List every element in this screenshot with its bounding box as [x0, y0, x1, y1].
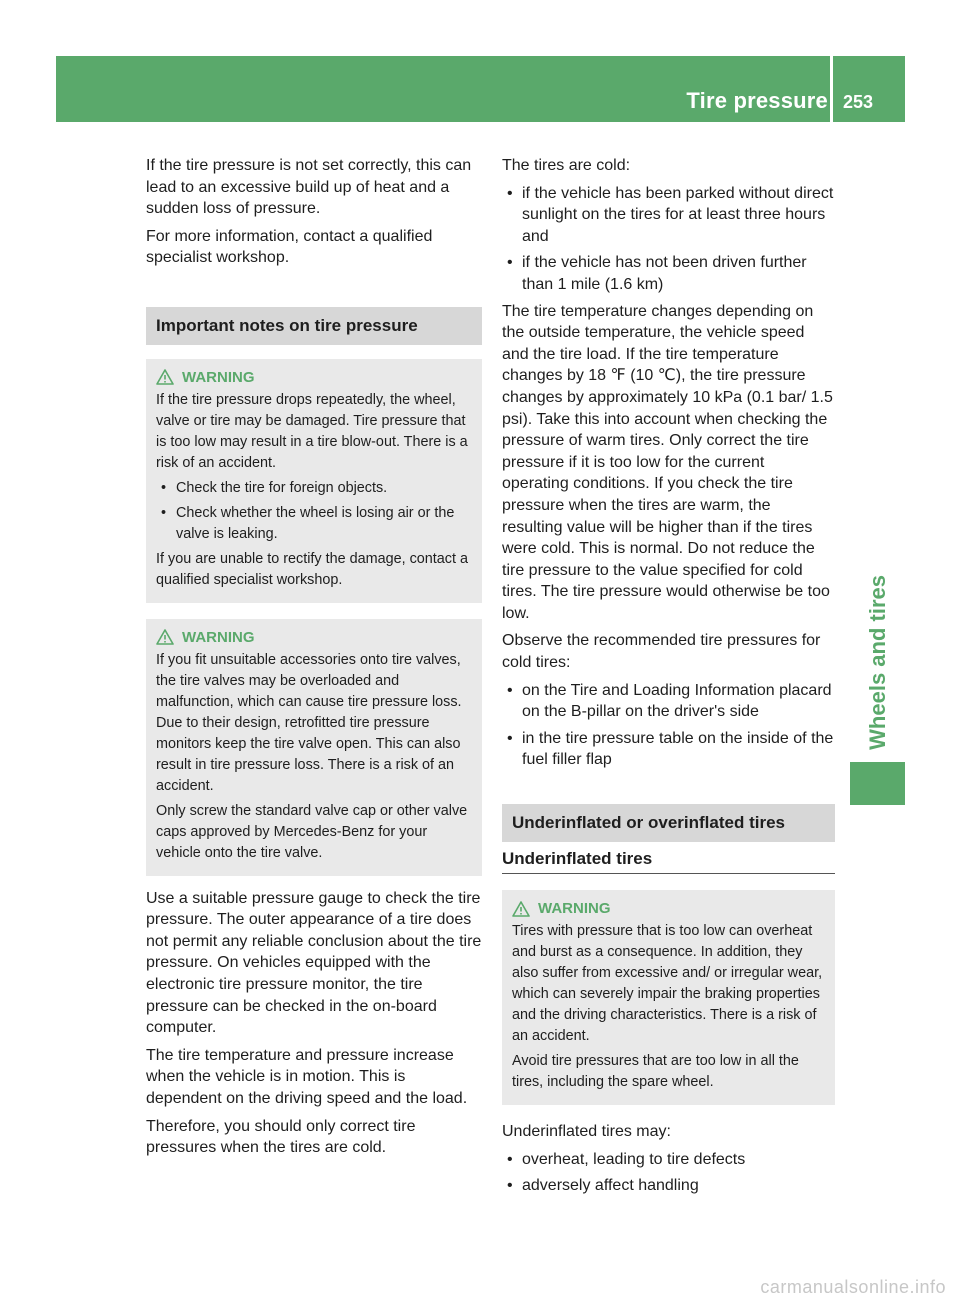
header-divider — [830, 56, 833, 122]
warning-bullet: • Check whether the wheel is losing air or the valve is leaking. — [161, 503, 472, 545]
warning-text: Avoid tire pressures that are too low in all the tires, including the spare wheel. — [512, 1053, 799, 1091]
body-paragraph: Underinflated tires may: — [502, 1123, 671, 1141]
body-paragraph: Use a suitable pressure gauge to check the tire pressure. The outer appearance of a tire does not permit any reliable conclusion about the tire pressure. On vehicles equipped with the electronic tire pressure monitor, the tire pressure can be checked in the on-board computer. — [146, 889, 482, 1037]
page-title: Tire pressure — [686, 88, 828, 113]
warning-triangle-icon — [156, 629, 174, 645]
warning-label: WARNING — [182, 628, 255, 646]
chapter-tab-label: Wheels and tires — [864, 575, 890, 750]
intro-paragraph: For more information, contact a qualified specialist workshop. — [146, 227, 433, 267]
warning-triangle-icon — [156, 369, 174, 385]
body-paragraph: The tires are cold: — [502, 157, 631, 174]
section-heading: Important notes on tire pressure — [146, 307, 482, 345]
warning-triangle-icon — [512, 901, 530, 917]
warning-box — [146, 619, 482, 876]
watermark: carmanualsonline.info — [760, 1277, 946, 1297]
list-item: • on the Tire and Loading Information placard on the B-pillar on the driver's side — [507, 680, 835, 723]
warning-label: WARNING — [538, 900, 611, 918]
warning-text: Only screw the standard valve cap or other valve caps approved by Mercedes-Benz for your vehicle onto the tire valve. — [156, 802, 468, 861]
body-paragraph: The tire temperature and pressure increase when the vehicle is in motion. This is dependent on the driving speed and the load. — [146, 1046, 468, 1107]
section-heading: Underinflated or overinflated tires — [502, 804, 835, 842]
warning-label: WARNING — [182, 368, 255, 386]
page-number: 253 — [843, 92, 874, 112]
right-column — [502, 155, 835, 1202]
warning-box — [502, 890, 835, 1105]
sub-heading: Underinflated tires — [502, 842, 835, 875]
body-paragraph: The tire temperature changes depending on the outside temperature, the vehicle speed and the tire load. If the tire temperature changes by 18 ℉ (10 ℃), the tire pressure changes by approximately 10 kPa (0.1 bar/ 1.5 psi). Take this into account when checking the pressure of warm tires. Only correct the tire pressure if it is too low for the current operating conditions. If you check the tire pressure when the tires are warm, the resulting value will be higher than if the tires were cold. This is normal. Do not reduce the tire pressure to the value specified for cold tires. The tire pressure would otherwise be too low. — [502, 302, 833, 622]
warning-bullet: • Check the tire for foreign objects. — [161, 478, 472, 499]
list-item: • adversely affect handling — [507, 1175, 835, 1197]
body-paragraph: Observe the recommended tire pressures for cold tires: — [502, 632, 821, 672]
warning-text: Tires with pressure that is too low can overheat and burst as a consequence. In addition, they also suffer from excessive and/ or irregular wear, which can severely impair the braking properties and the driving characteristics. There is a risk of an accident. — [512, 923, 823, 1045]
warning-text: If you fit unsuitable accessories onto tire valves, the tire valves may be overloaded and malfunction, which can cause tire pressure loss. Due to their design, retrofitted tire pressure monitors keep the tire valve open. This can also result in tire pressure loss. There is a risk of an accident. — [156, 651, 462, 794]
list-item: • in the tire pressure table on the inside of the fuel filler flap — [507, 728, 835, 771]
list-item: • if the vehicle has been parked without direct sunlight on the tires for at least three hours and — [507, 183, 835, 248]
list-item: • if the vehicle has not been driven further than 1 mile (1.6 km) — [507, 252, 835, 295]
warning-text: If the tire pressure drops repeatedly, the wheel, valve or tire may be damaged. Tire pressure that is too low may result in a tire blow-out. There is a risk of an accident. — [156, 391, 468, 471]
warning-text: If you are unable to rectify the damage, contact a qualified specialist workshop. — [156, 550, 468, 588]
list-item: • overheat, leading to tire defects — [507, 1149, 835, 1171]
warning-box — [146, 359, 482, 603]
chapter-tab — [850, 122, 905, 750]
chapter-marker — [850, 762, 905, 805]
body-paragraph: Therefore, you should only correct tire pressures when the tires are cold. — [146, 1117, 416, 1157]
left-column — [146, 155, 482, 1165]
intro-paragraph: If the tire pressure is not set correctly, this can lead to an excessive build up of heat and a sudden loss of pressure. — [146, 157, 472, 218]
